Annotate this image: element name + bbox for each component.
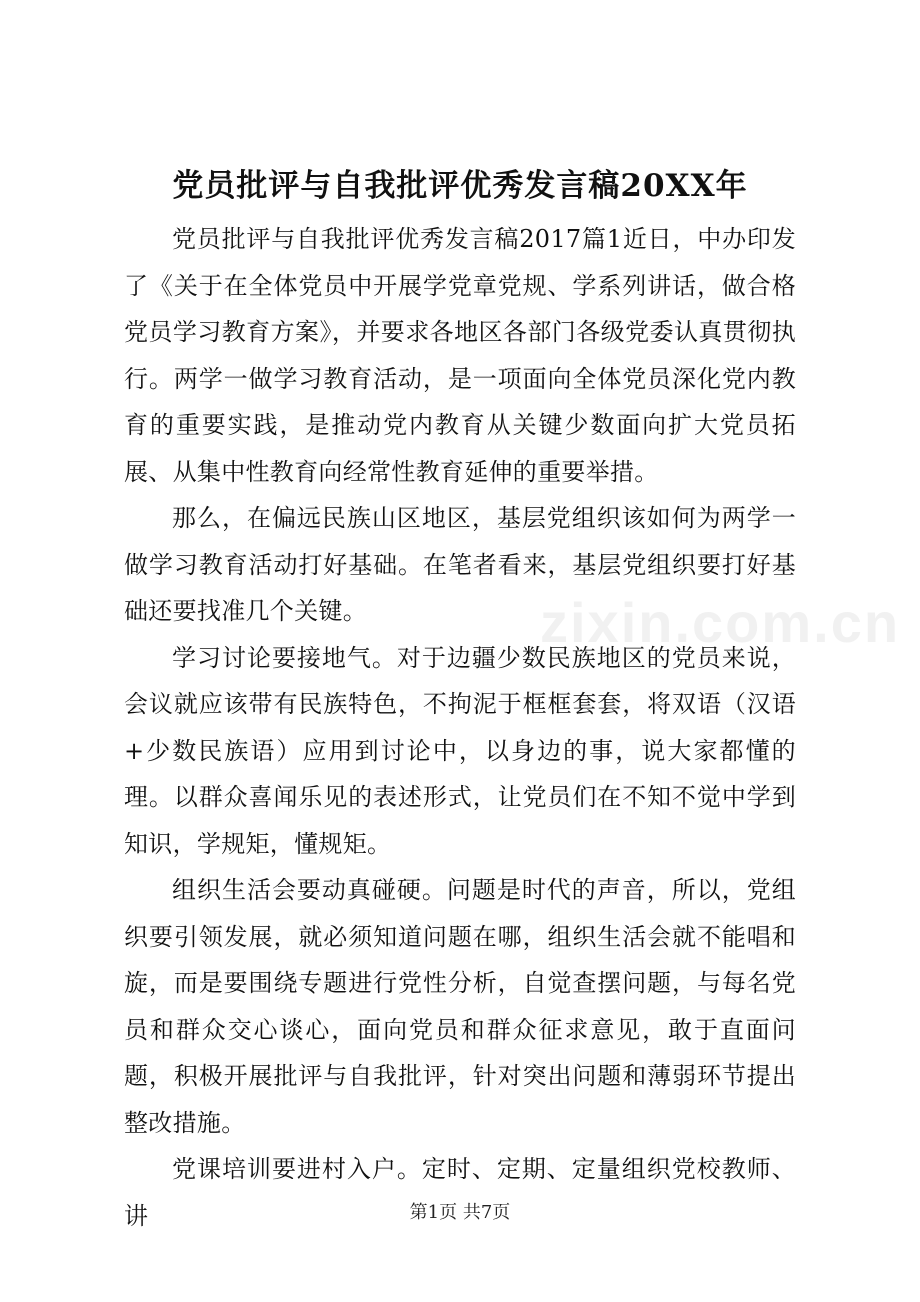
watermark: zixin.com.cn	[540, 591, 901, 654]
paragraph-3: 学习讨论要接地气。对于边疆少数民族地区的党员来说，会议就应该带有民族特色，不拘泥于框框套套，将双语（汉语+少数民族语）应用到讨论中，以身边的事，说大家都懂的理。以群众喜闻乐见的表述形式，让党员们在不知不觉中学到知识，学规矩，懂规矩。	[124, 643, 796, 858]
page-footer: 第1页 共7页	[409, 1202, 511, 1223]
document-title: 党员批评与自我批评优秀发言稿20XX年	[172, 168, 748, 204]
paragraph-1: 党员批评与自我批评优秀发言稿2017篇1近日，中办印发了《关于在全体党员中开展学党章党规、学系列讲话，做合格党员学习教育方案》，并要求各地区各部门各级党委认真贯彻执行。两学一做学习教育活动，是一项面向全体党员深化党内教育的重要实践，是推动党内教育从关键少数面向扩大党员拓展、从集中性教育向经常性教育延伸的重要举措。	[124, 225, 796, 486]
document-body	[124, 216, 796, 1239]
paragraph-5: 党课培训要进村入户。定时、定期、定量组织党校教师、讲	[124, 1155, 796, 1230]
paragraph-4: 组织生活会要动真碰硬。问题是时代的声音，所以，党组织要引领发展，就必须知道问题在哪，组织生活会就不能唱和旋，而是要围绕专题进行党性分析，自觉查摆问题，与每名党员和群众交心谈心，面向党员和群众征求意见，敢于直面问题，积极开展批评与自我批评，针对突出问题和薄弱环节提出整改措施。	[124, 876, 796, 1137]
paragraph-2: 那么，在偏远民族山区地区，基层党组织该如何为两学一做学习教育活动打好基础。在笔者看来，基层党组织要打好基础还要找准几个关键。	[124, 504, 796, 625]
